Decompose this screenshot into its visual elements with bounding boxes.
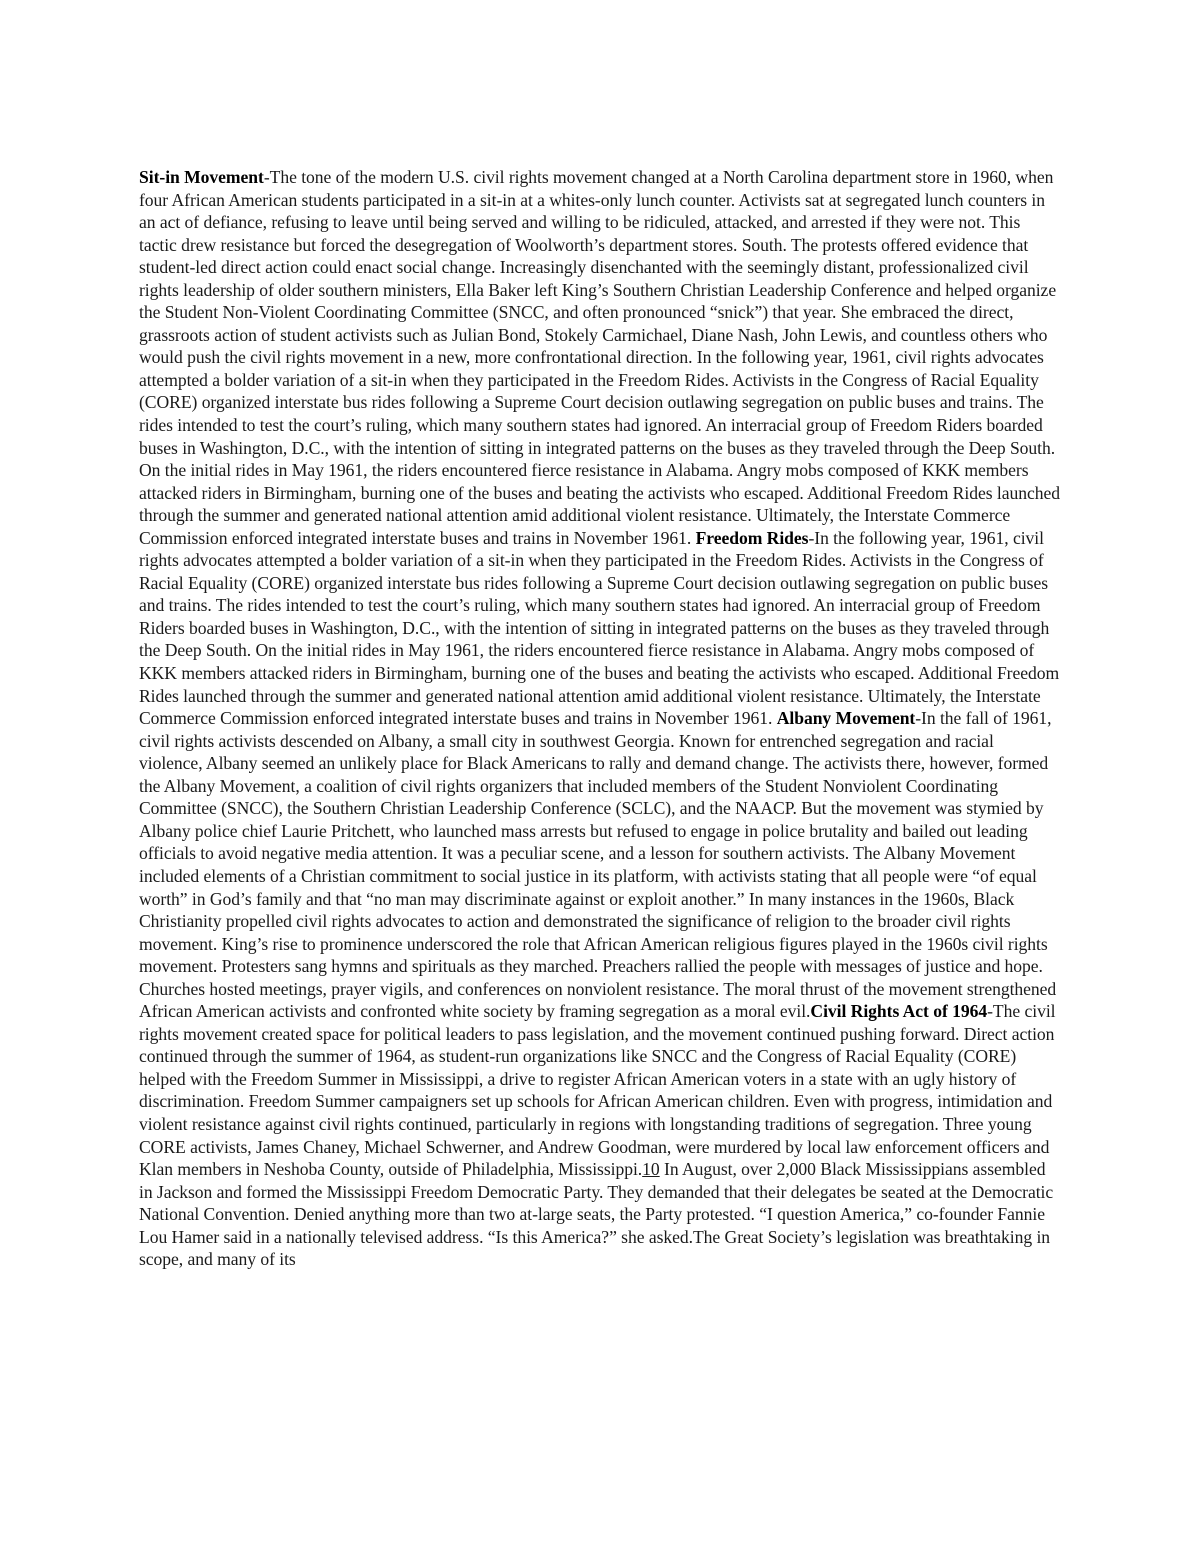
heading-civil-rights-act: Civil Rights Act of 1964 [810,1001,988,1022]
heading-freedom-rides: Freedom Rides [695,527,809,548]
freedom-rides-text: -In the following year, 1961, civil rights advocates attempted a bolder variation of a sit-in when they participated in the Freedom Rides. Activists in the Congress of Racial Equality (CORE) organized interstate bus rides following a Supreme Court decision outlawing segregation on public buses and trains. The rides intended to test the court’s ruling, which many southern states had ignored. An interracial group of Freedom Riders boarded buses in Washington, D.C., with the intention of sitting in integrated patterns on the buses as they traveled through the Deep South. On the initial rides in May 1961, the riders encountered fierce resistance in Alabama. Angry mobs composed of KKK members attacked riders in Birmingham, burning one of the buses and beating the activists who escaped. Additional Freedom Rides launched through the summer and generated national attention amid additional violent resistance. Ultimately, the Interstate Commerce Commission enforced integrated interstate buses and trains in November 1961. [139,527,1060,729]
document-body-paragraph [139,166,1061,1271]
civil-rights-act-text: -The civil rights movement created space for political leaders to pass legislation, and the movement continued pushing forward. Direct action continued through the summer of 1964, as student-run organizations like SNCC and the Congress of Racial Equality (CORE) helped with the Freedom Summer in Mississippi, a drive to register African American voters in a state with an ugly history of discrimination. Freedom Summer campaigners set up schools for African American children. Even with progress, intimidation and violent resistance against civil rights continued, particularly in regions with longstanding traditions of segregation. Three young CORE activists, James Chaney, Michael Schwerner, and Andrew Goodman, were murdered by local law enforcement officers and Klan members in Neshoba County, outside of Philadelphia, Mississippi. [139,1001,1056,1180]
albany-movement-text: -In the fall of 1961, civil rights activists descended on Albany, a small city in southwest Georgia. Known for entrenched segregation and racial violence, Albany seemed an unlikely place for Black Americans to rally and demand change. The activists there, however, formed the Albany Movement, a coalition of civil rights organizers that included members of the Student Nonviolent Coordinating Committee (SNCC), the Southern Christian Leadership Conference (SCLC), and the NAACP. But the movement was stymied by Albany police chief Laurie Pritchett, who launched mass arrests but refused to engage in police brutality and bailed out leading officials to avoid negative media attention. It was a peculiar scene, and a lesson for southern activists. The Albany Movement included elements of a Christian commitment to social justice in its platform, with activists stating that all people were “of equal worth” in God’s family and that “no man may discriminate against or exploit another.” In many instances in the 1960s, Black Christianity propelled civil rights advocates to action and demonstrated the significance of religion to the broader civil rights movement. King’s rise to prominence underscored the role that African American religious figures played in the 1960s civil rights movement. Protesters sang hymns and spirituals as they marched. Preachers rallied the people with messages of justice and hope. Churches hosted meetings, prayer vigils, and conferences on nonviolent resistance. The moral thrust of the movement strengthened African American activists and confronted white society by framing segregation as a moral evil. [139,708,1057,1022]
civil-rights-act-text-continued: In August, over 2,000 Black Mississippians assembled in Jackson and formed the Mississippi Freedom Democratic Party. They demanded that their delegates be seated at the Democratic National Convention. Denied anything more than two at-large seats, the Party protested. “I question America,” co-founder Fannie Lou Hamer said in a nationally televised address. “Is this America?” she asked.The Great Society’s legislation was breathtaking in scope, and many of its [139,1159,1054,1270]
footnote-reference-link[interactable]: 10 [642,1159,660,1180]
sit-in-movement-text: -The tone of the modern U.S. civil rights movement changed at a North Carolina department store in 1960, when four African American students participated in a sit-in at a whites-only lunch counter. Activists sat at segregated lunch counters in an act of defiance, refusing to leave until being served and willing to be ridiculed, attacked, and arrested if they were not. This tactic drew resistance but forced the desegregation of Woolworth’s department stores. South. The protests offered evidence that student-led direct action could enact social change. Increasingly disenchanted with the seemingly distant, professionalized civil rights leadership of older southern ministers, Ella Baker left King’s Southern Christian Leadership Conference and helped organize the Student Non-Violent Coordinating Committee (SNCC, and often pronounced “snick”) that year. She embraced the direct, grassroots action of student activists such as Julian Bond, Stokely Carmichael, Diane Nash, John Lewis, and countless others who would push the civil rights movement in a new, more confrontational direction. In the following year, 1961, civil rights advocates attempted a bolder variation of a sit-in when they participated in the Freedom Rides. Activists in the Congress of Racial Equality (CORE) organized interstate bus rides following a Supreme Court decision outlawing segregation on public buses and trains. The rides intended to test the court’s ruling, which many southern states had ignored. An interracial group of Freedom Riders boarded buses in Washington, D.C., with the intention of sitting in integrated patterns on the buses as they traveled through the Deep South. On the initial rides in May 1961, the riders encountered fierce resistance in Alabama. Angry mobs composed of KKK members attacked riders in Birmingham, burning one of the buses and beating the activists who escaped. Additional Freedom Rides launched through the summer and generated national attention amid additional violent resistance. Ultimately, the Interstate Commerce Commission enforced integrated interstate buses and trains in November 1961. [139,167,1060,548]
heading-sit-in-movement: Sit-in Movement [139,167,264,187]
heading-albany-movement: Albany Movement [776,708,916,729]
